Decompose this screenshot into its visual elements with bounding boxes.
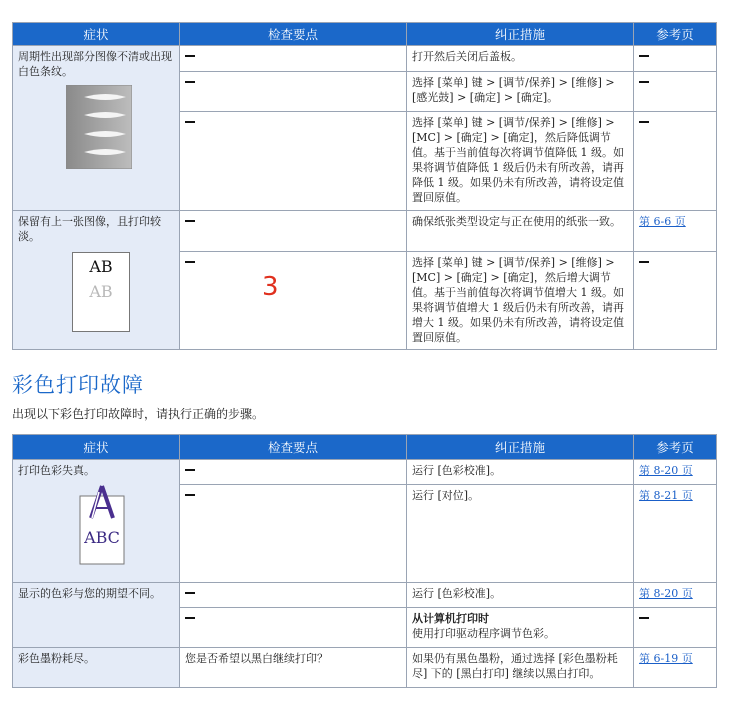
section-title: 彩色打印故障 (12, 373, 144, 397)
dash-icon (185, 617, 195, 619)
section-intro: 出现以下彩色打印故障时，请执行正确的步骤。 (12, 407, 265, 421)
ab-ghost-text: AB (89, 282, 113, 301)
ref-link[interactable]: 第 8-21 页 (639, 489, 693, 502)
ref-cell (634, 485, 717, 583)
symptom-text: 周期性出现部分图像不清或出现白色条纹。 (18, 50, 172, 78)
header-fix: 纠正措施 (407, 435, 634, 460)
header-check: 检查要点 (180, 435, 407, 460)
fix-cell: 运行 [色彩校准]。 (407, 583, 634, 608)
header-symptom: 症状 (13, 23, 180, 46)
dash-icon (639, 617, 649, 619)
header-fix: 纠正措施 (407, 23, 634, 46)
color-shift-illustration (72, 482, 132, 566)
dash-icon (185, 55, 195, 57)
ref-cell (634, 608, 717, 648)
ref-cell (634, 648, 717, 688)
ref-link[interactable]: 第 8-20 页 (639, 464, 693, 477)
ref-cell (634, 252, 717, 350)
header-ref: 参考页 (634, 23, 717, 46)
symptom-cell (13, 211, 180, 350)
fix-cell: 打开然后关闭后盖板。 (407, 46, 634, 72)
fix-cell: 运行 [对位]。 (407, 485, 634, 583)
check-cell (180, 460, 407, 485)
troubleshoot-table-1 (12, 22, 717, 350)
ref-link[interactable]: 第 6-6 页 (639, 215, 686, 228)
fix-cell: 选择 [菜单] 键 > [调节/保养] > [维修] > [感光鼓] > [确定] > [确定]。 (407, 72, 634, 112)
dash-icon (639, 55, 649, 57)
check-cell (180, 46, 407, 72)
troubleshoot-table-2 (12, 434, 717, 688)
fix-cell (407, 608, 634, 648)
symptom-cell (13, 46, 180, 211)
dash-icon (185, 121, 195, 123)
fix-cell: 确保纸张类型设定与正在使用的纸张一致。 (407, 211, 634, 252)
ref-cell (634, 112, 717, 211)
ref-cell (634, 46, 717, 72)
symptom-text: 彩色墨粉耗尽。 (18, 652, 95, 665)
check-cell (180, 72, 407, 112)
ref-link[interactable]: 第 8-20 页 (639, 587, 693, 600)
header-ref: 参考页 (634, 435, 717, 460)
dash-icon (639, 261, 649, 263)
dash-icon (639, 81, 649, 83)
symptom-cell (13, 460, 180, 583)
dash-icon (185, 261, 195, 263)
ref-cell (634, 583, 717, 608)
dash-icon (185, 81, 195, 83)
abc-text: ABC (84, 528, 120, 547)
fix-text: 使用打印驱动程序调节色彩。 (412, 627, 555, 640)
symptom-cell (13, 583, 180, 648)
check-cell (180, 485, 407, 583)
streak-illustration (66, 85, 132, 169)
dash-icon (185, 494, 195, 496)
ref-cell (634, 72, 717, 112)
dash-icon (639, 121, 649, 123)
check-cell (180, 211, 407, 252)
symptom-text: 保留有上一张图像，且打印较淡。 (18, 215, 161, 243)
symptom-text: 显示的色彩与您的期望不同。 (18, 587, 161, 600)
check-cell (180, 252, 407, 350)
header-symptom: 症状 (13, 435, 180, 460)
symptom-cell (13, 648, 180, 688)
fix-cell: 选择 [菜单] 键 > [调节/保养] > [维修] > [MC] > [确定] > [确定]，然后降低调节值。基于当前值每次将调节值降低 1 级。如果将调节值降低 1 级后仍未有所改善，请再降低 1 级。如果仍未有所改善，请将设定值置回原值。 (407, 112, 634, 211)
ref-cell (634, 460, 717, 485)
symptom-text: 打印色彩失真。 (18, 464, 95, 477)
ref-link[interactable]: 第 6-19 页 (639, 652, 693, 665)
ref-cell (634, 211, 717, 252)
check-cell (180, 608, 407, 648)
check-cell (180, 112, 407, 211)
header-check: 检查要点 (180, 23, 407, 46)
fix-cell: 选择 [菜单] 键 > [调节/保养] > [维修] > [MC] > [确定] > [确定]，然后增大调节值。基于当前值每次将调节值增大 1 级。如果将调节值增大 1 级后仍未有所改善，请再增大 1 级。如果仍未有所改善，请将设定值置回原值。 (407, 252, 634, 350)
dash-icon (185, 469, 195, 471)
fix-cell: 如果仍有黑色墨粉，通过选择 [彩色墨粉耗尽] 下的 [黑白打印] 继续以黑白打印。 (407, 648, 634, 688)
dash-icon (185, 220, 195, 222)
page-number: 3 (262, 272, 279, 302)
dash-icon (185, 592, 195, 594)
check-cell: 您是否希望以黑白继续打印？ (180, 648, 407, 688)
fix-cell: 运行 [色彩校准]。 (407, 460, 634, 485)
fix-subtitle: 从计算机打印时 (412, 612, 489, 625)
ghost-illustration (72, 252, 130, 332)
check-cell (180, 583, 407, 608)
ab-dark-text: AB (89, 257, 113, 276)
